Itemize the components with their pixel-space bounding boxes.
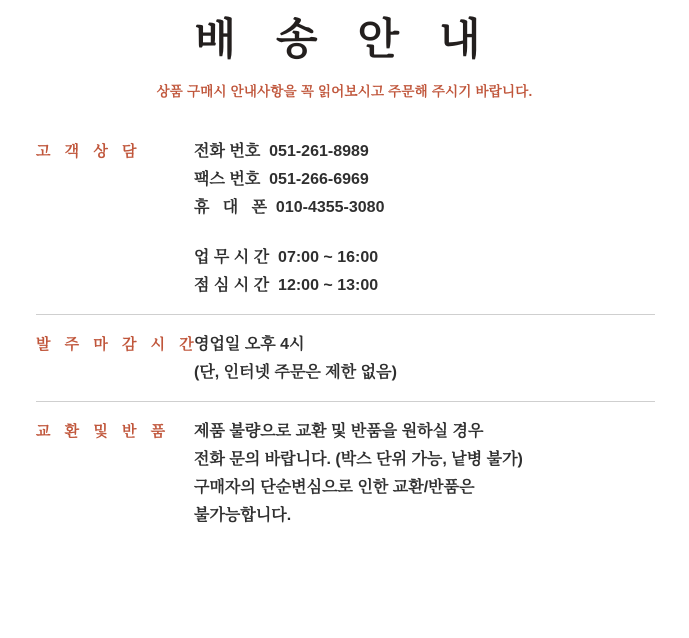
section-label: 고 객 상 담	[36, 142, 142, 160]
info-line: 전화 문의 바랍니다. (박스 단위 가능, 낱병 불가)	[194, 450, 523, 468]
section-exchange-return	[36, 418, 655, 530]
info-line: 점 심 시 간 12:00 ~ 13:00	[194, 276, 379, 294]
info-line: 업 무 시 간 07:00 ~ 16:00	[194, 248, 379, 266]
spacer	[194, 222, 655, 244]
info-sections	[0, 138, 689, 530]
info-line: 영업일 오후 4시	[194, 335, 305, 353]
section-customer-support	[36, 138, 655, 300]
section-body	[194, 138, 655, 300]
info-line: 불가능합니다.	[194, 506, 292, 524]
page-title: 배 송 안 내	[194, 16, 495, 64]
section-label: 교 환 및 반 품	[36, 422, 171, 440]
section-divider	[36, 314, 655, 315]
info-line: 제품 불량으로 교환 및 반품을 원하실 경우	[194, 422, 484, 440]
info-line: (단, 인터넷 주문은 제한 없음)	[194, 363, 397, 381]
section-label: 발 주 마 감 시 간	[36, 335, 199, 353]
info-line: 구매자의 단순변심으로 인한 교환/반품은	[194, 478, 475, 496]
page-subtitle: 상품 구매시 안내사항을 꼭 읽어보시고 주문해 주시기 바랍니다.	[156, 83, 533, 99]
section-divider	[36, 401, 655, 402]
section-body	[194, 418, 655, 530]
info-line: 팩스 번호 051-266-6969	[194, 170, 369, 188]
info-line: 휴 대 폰 010-4355-3080	[194, 198, 385, 216]
section-body	[194, 331, 655, 387]
info-line: 전화 번호 051-261-8989	[194, 142, 369, 160]
section-order-deadline	[36, 331, 655, 387]
